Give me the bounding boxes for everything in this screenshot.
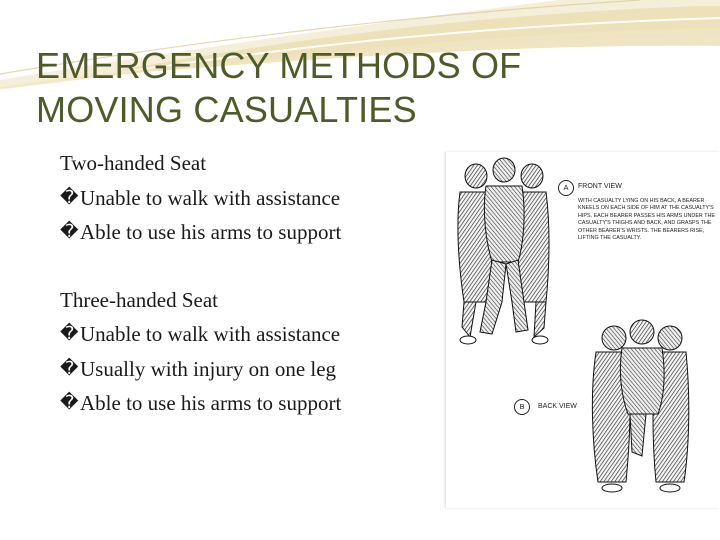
- back-view-label: BACK VIEW: [538, 403, 577, 410]
- bullet-marker: �: [60, 221, 79, 242]
- list-item: [60, 386, 440, 421]
- list-item: [60, 317, 440, 352]
- bullet-text: Unable to walk with assistance: [80, 322, 341, 346]
- bullet-marker: �: [60, 186, 79, 208]
- slide-title: [36, 44, 596, 132]
- figure-letter-b: B: [514, 399, 530, 415]
- figure-letter-a: A: [558, 180, 574, 196]
- title-line-2: MOVING CASUALTIES: [36, 89, 417, 130]
- section-spacer: [60, 250, 440, 283]
- figure-caption: WITH CASUALTY LYING ON HIS BACK, A BEARER KNEELS ON EACH SIDE OF HIM AT THE CASUALTY'S HIPS. EACH BEARER PASSES HIS ARMS UNDER THE CASUALTY'S THIGHS AND BACK, AND GRASPS THE OTHER BEARER'S WRISTS. THE BEARERS RISE, LIFTING THE CASUALTY.: [578, 198, 715, 242]
- bullet-text: Unable to walk with assistance: [80, 185, 341, 210]
- title-line-1: EMERGENCY METHODS OF: [36, 45, 522, 86]
- front-view-label: FRONT VIEW: [578, 183, 622, 190]
- front-view-figure: [458, 158, 549, 344]
- section-heading-two-handed: Two-handed Seat: [60, 151, 207, 175]
- back-view-figure: [592, 320, 688, 492]
- bullet-text: Able to use his arms to support: [80, 220, 342, 244]
- bullet-content: [60, 146, 440, 421]
- bullet-text: Usually with injury on one leg: [80, 356, 337, 381]
- list-item: [60, 181, 440, 216]
- bullet-marker: �: [60, 392, 79, 413]
- two-handed-seat-illustration: [446, 152, 720, 508]
- bullet-marker: �: [60, 323, 79, 344]
- list-item: [60, 215, 440, 250]
- bullet-marker: �: [60, 357, 79, 379]
- section-heading-three-handed: Three-handed Seat: [60, 287, 219, 312]
- list-item: [60, 352, 440, 387]
- bullet-text: Able to use his arms to support: [80, 391, 342, 415]
